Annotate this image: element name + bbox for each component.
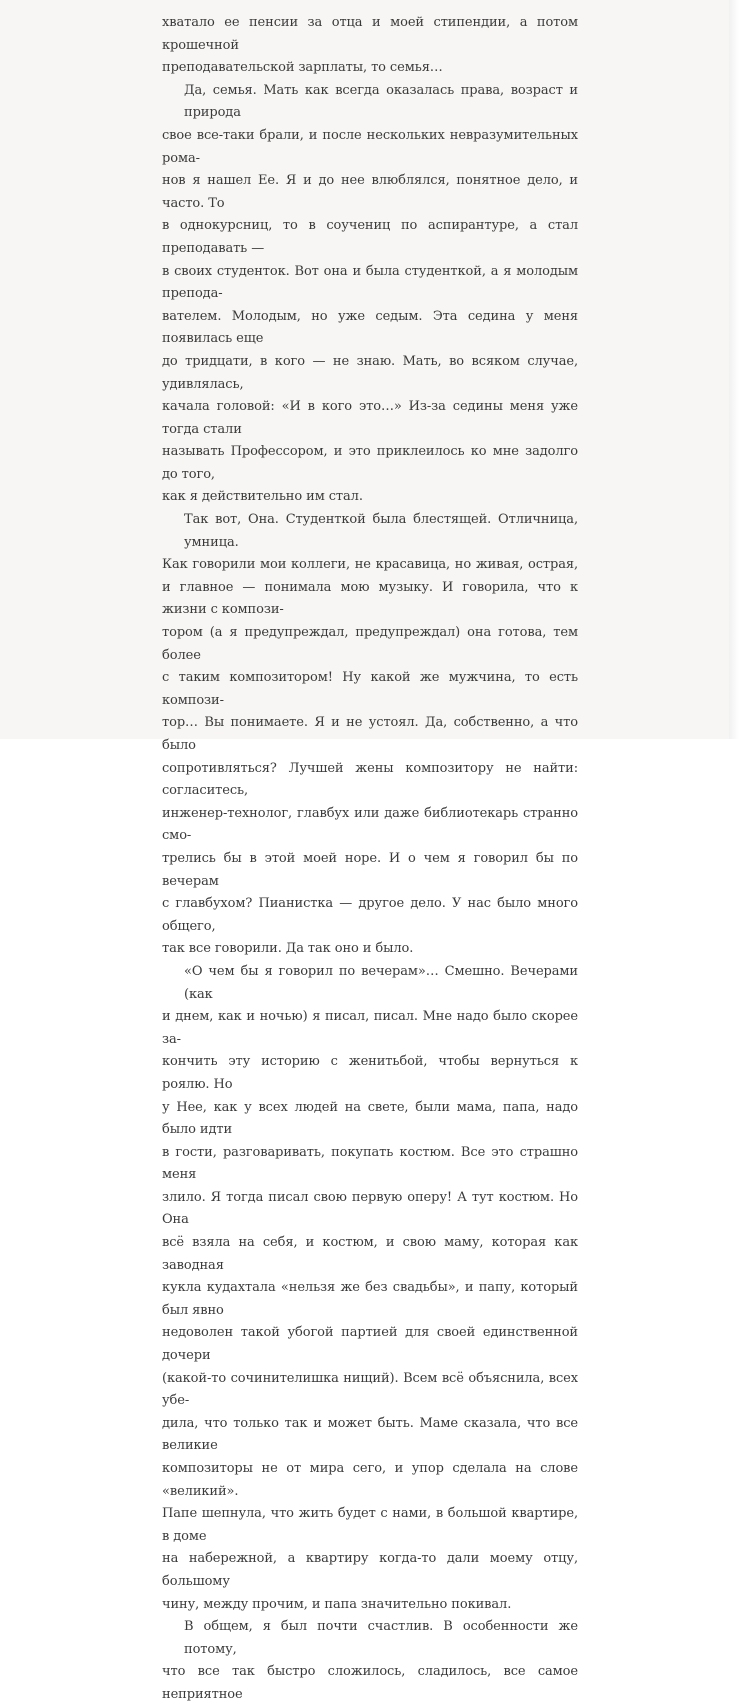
text-line: всё взяла на себя, и костюм, и свою маму, которая как заводная bbox=[162, 1235, 578, 1273]
text-line: чину, между прочим, и папа значительно покивал. bbox=[162, 1596, 512, 1612]
page-text bbox=[162, 12, 578, 1707]
text-line: с таким композитором! Ну какой же мужчина, то есть компози- bbox=[162, 670, 578, 708]
text-line: вателем. Молодым, но уже седым. Эта седина у меня появилась еще bbox=[162, 308, 578, 347]
text-line: кончить эту историю с женитьбой, чтобы вернуться к роялю. Но bbox=[162, 1054, 578, 1092]
text-line: злило. Я тогда писал свою первую оперу! А тут костюм. Но Она bbox=[162, 1189, 578, 1228]
text-line: и днем, как и ночью) я писал, писал. Мне надо было скорее за- bbox=[162, 1009, 578, 1047]
text-line: недоволен такой убогой партией для своей единственной дочери bbox=[162, 1325, 578, 1364]
text-line: с главбухом? Пианистка — другое дело. У нас было много общего, bbox=[162, 896, 578, 934]
text-line: Так вот, Она. Студенткой была блестящей. Отличница, умница. bbox=[184, 512, 578, 550]
text-line: тором (а я предупреждал, предупреждал) она готова, тем более bbox=[162, 625, 578, 663]
paragraph bbox=[162, 509, 578, 961]
text-line: кукла кудахтала «нельзя же без свадьбы», и папу, который был явно bbox=[162, 1280, 578, 1318]
text-line: на набережной, а квартиру когда-то дали моему отцу, большому bbox=[162, 1551, 578, 1589]
text-line: как я действительно им стал. bbox=[162, 489, 363, 505]
paragraph bbox=[162, 80, 578, 509]
paragraph bbox=[162, 1616, 578, 1706]
text-line: называть Профессором, и это приклеилось ко мне задолго до того, bbox=[162, 444, 578, 482]
text-line: до тридцати, в кого — не знаю. Мать, во всяком случае, удивлялась, bbox=[162, 353, 578, 392]
text-line: у Нее, как у всех людей на свете, были мама, папа, надо было идти bbox=[162, 1099, 578, 1138]
paragraph bbox=[162, 961, 578, 1616]
text-line: дила, что только так и может быть. Маме сказала, что все великие bbox=[162, 1415, 578, 1454]
text-line: Папе шепнула, что жить будет с нами, в большой квартире, в доме bbox=[162, 1506, 578, 1544]
text-line: В общем, я был почти счастлив. В особенности же потому, bbox=[184, 1619, 578, 1657]
text-line: в однокурсниц, то в соучениц по аспирантуре, а стал преподавать — bbox=[162, 218, 578, 256]
text-line: (какой-то сочинителишка нищий). Всем всё объяснила, всех убе- bbox=[162, 1370, 578, 1409]
text-line: нов я нашел Ее. Я и до нее влюблялся, понятное дело, и часто. То bbox=[162, 173, 578, 211]
text-line: свое все-таки брали, и после нескольких невразумительных рома- bbox=[162, 127, 578, 166]
text-line: инженер-технолог, главбух или даже библиотекарь странно смо- bbox=[162, 805, 578, 844]
text-line: преподавательской зарплаты, то семья… bbox=[162, 60, 443, 76]
text-line: что все так быстро сложилось, сладилось, все самое неприятное bbox=[162, 1664, 578, 1702]
text-line: качала головой: «И в кого это…» Из-за седины меня уже тогда стали bbox=[162, 399, 578, 437]
text-line: «О чем бы я говорил по вечерам»… Смешно. Вечерами (как bbox=[184, 963, 578, 1002]
page-edge bbox=[729, 0, 739, 739]
text-line: в своих студенток. Вот она и была студенткой, а я молодым препода- bbox=[162, 263, 578, 302]
text-line: Да, семья. Мать как всегда оказалась права, возраст и природа bbox=[184, 82, 578, 121]
paragraph bbox=[162, 12, 578, 80]
text-line: в гости, разговаривать, покупать костюм. Все это страшно меня bbox=[162, 1144, 578, 1183]
text-line: Как говорили мои коллеги, не красавица, но живая, острая, и главное — понимала мою музыку. И говорила, что к жизни с компози- bbox=[162, 557, 578, 618]
text-line: трелись бы в этой моей норе. И о чем я говорил бы по вечерам bbox=[162, 850, 578, 889]
text-line: сопротивляться? Лучшей жены композитору не найти: согласитесь, bbox=[162, 760, 578, 799]
text-line: композиторы не от мира сего, и упор сделала на слове «великий». bbox=[162, 1461, 578, 1499]
text-line: хватало ее пенсии за отца и моей стипендии, а потом крошечной bbox=[162, 15, 578, 53]
text-line: так все говорили. Да так оно и было. bbox=[162, 941, 414, 957]
text-line: тор… Вы понимаете. Я и не устоял. Да, собственно, а что было bbox=[162, 715, 578, 753]
